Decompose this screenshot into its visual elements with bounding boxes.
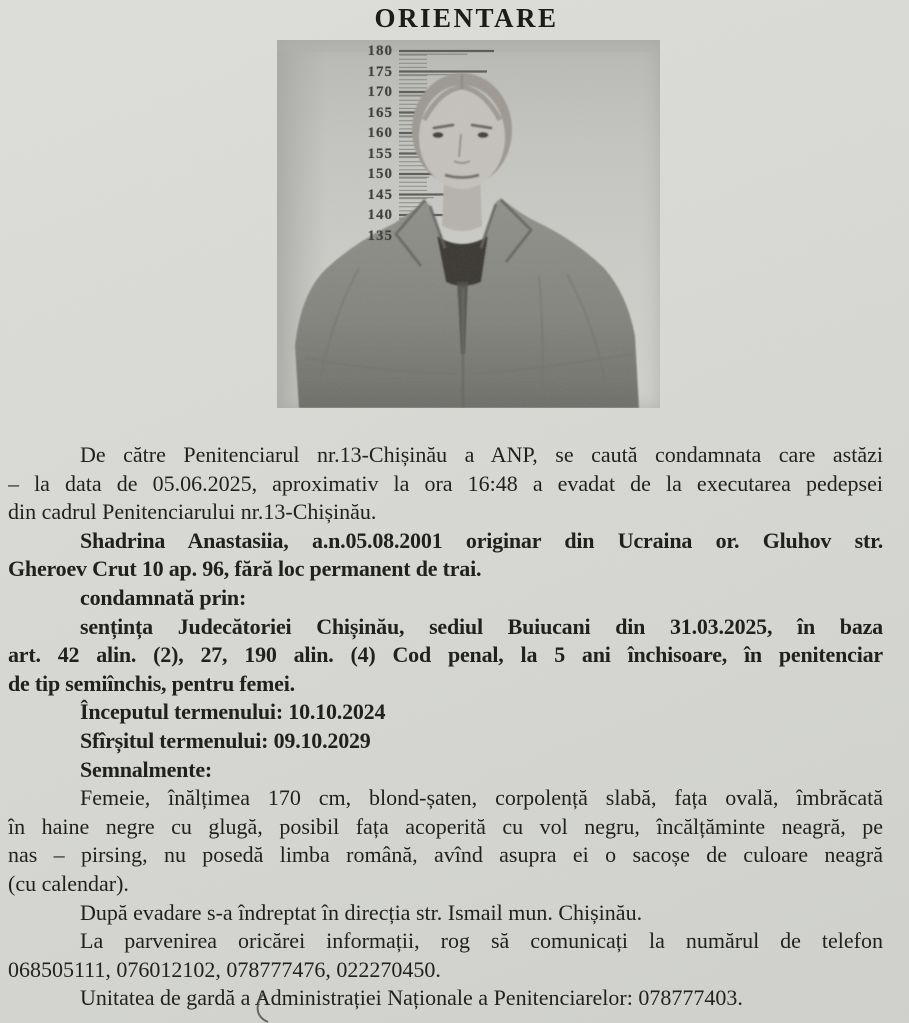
text-line-8: art. 42 alin. (2), 27, 190 alin. (4) Cod penal, la 5 ani închisoare, în penitenciar — [8, 642, 883, 668]
text-line-14: în haine negre cu glugă, posibil fața acoperită cu vol negru, încălțăminte neagră, pe — [8, 813, 883, 839]
document-title: ORIENTARE — [374, 3, 559, 33]
height-mark-160: 160 — [367, 125, 393, 141]
text-line-4: Shadrina Anastasiia, a.n.05.08.2001 originar din Ucraina or. Gluhov str. — [80, 527, 883, 553]
pen-mark — [238, 993, 298, 1023]
text-line-11: Sfîrșitul termenului: 09.10.2029 — [80, 727, 371, 753]
height-mark-150: 150 — [367, 166, 393, 182]
text-line-16: (cu calendar). — [8, 870, 129, 896]
text-line-5: Gheroev Crut 10 ap. 96, fără loc permanent de trai. — [8, 556, 482, 582]
text-line-6: condamnată prin: — [80, 584, 247, 610]
text-line-7: sențința Judecătoriei Chișinău, sediul Buiucani din 31.03.2025, în baza — [80, 613, 883, 639]
text-line-12: Semnalmente: — [80, 756, 213, 782]
text-line-15: nas – pirsing, nu posedă limba română, avînd asupra ei o sacoșe de culoare neagră — [8, 842, 883, 868]
height-mark-155: 155 — [367, 145, 393, 162]
text-line-17: După evadare s-a îndreptat în direcția str. Ismail mun. Chișinău. — [80, 899, 643, 925]
text-line-13: Femeie, înălțimea 170 cm, blond-șaten, corpolență slabă, fața ovală, îmbrăcată — [80, 785, 883, 811]
height-mark-170: 170 — [367, 84, 393, 100]
text-line-3: din cadrul Penitenciarului nr.13-Chișinău. — [8, 499, 377, 525]
text-line-10: Începutul termenului: 10.10.2024 — [80, 699, 386, 725]
text-line-9: de tip semiînchis, pentru femei. — [8, 670, 295, 696]
mugshot-photo — [277, 40, 660, 408]
height-mark-135: 135 — [367, 227, 393, 244]
height-mark-165: 165 — [367, 104, 393, 121]
height-mark-175: 175 — [367, 63, 393, 80]
height-mark-145: 145 — [367, 186, 393, 203]
text-line-20: Unitatea de gardă a Administrației Naționale a Penitenciarelor: 078777403. — [80, 985, 743, 1011]
height-mark-140: 140 — [367, 207, 393, 223]
text-line-18: La parvenirea oricărei informații, rog să comunicați la numărul de telefon — [80, 928, 883, 954]
height-mark-180: 180 — [367, 43, 393, 59]
document-body — [8, 441, 883, 1013]
text-line-19: 068505111, 076012102, 078777476, 022270450. — [8, 956, 441, 982]
text-line-2: – la data de 05.06.2025, aproximativ la ora 16:48 a evadat de la executarea pedepsei — [8, 470, 883, 496]
text-line-1: De către Penitenciarul nr.13-Chișinău a ANP, se caută condamnata care astăzi — [80, 442, 883, 467]
